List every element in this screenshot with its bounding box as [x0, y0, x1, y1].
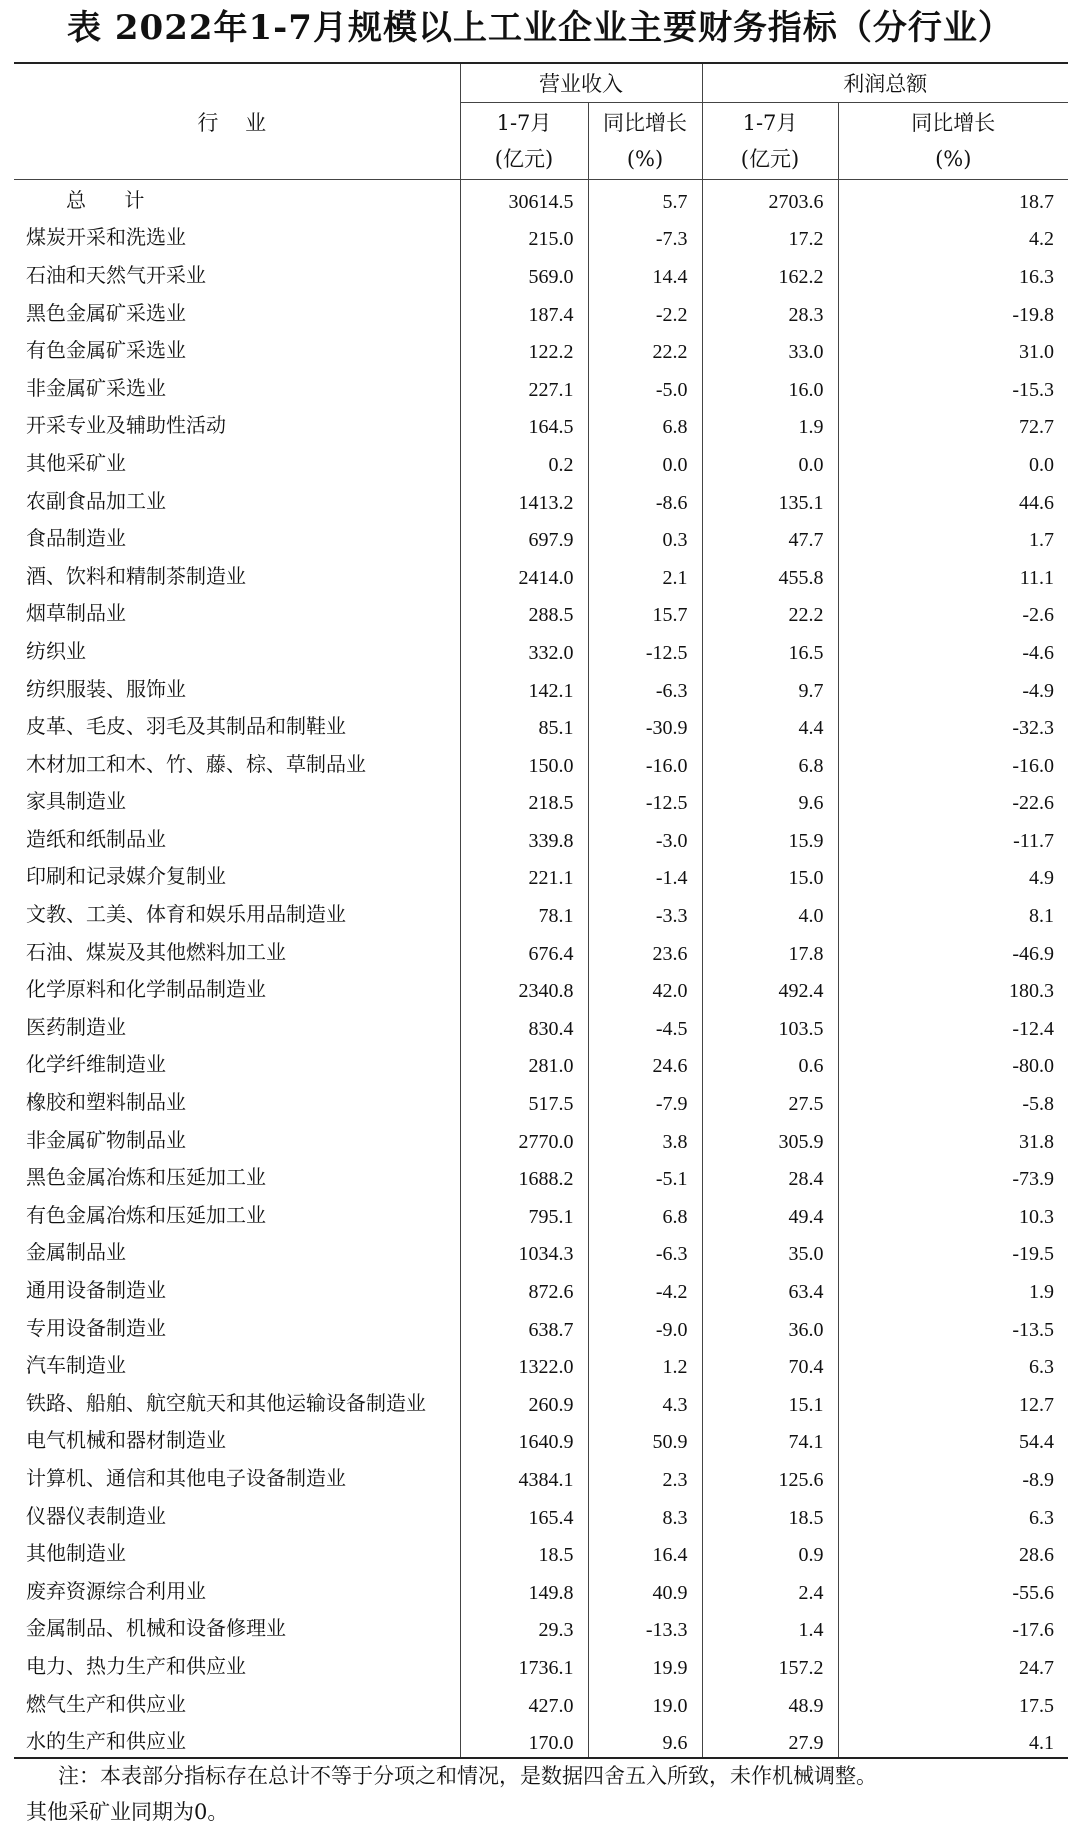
revenue-growth: 19.9 [588, 1646, 702, 1684]
profit-value: 1.4 [702, 1608, 838, 1646]
profit-growth-unit: (%) [935, 147, 972, 171]
revenue-growth: 50.9 [588, 1420, 702, 1458]
revenue-value: 872.6 [460, 1270, 588, 1308]
table-row [14, 706, 1068, 744]
profit-value: 35.0 [702, 1232, 838, 1270]
revenue-growth: -8.6 [588, 480, 702, 518]
table-row [14, 1195, 1068, 1233]
table-row [14, 1570, 1068, 1608]
revenue-value: 1034.3 [460, 1232, 588, 1270]
profit-value: 162.2 [702, 255, 838, 293]
profit-value-label: 1-7月 [742, 111, 798, 135]
industry-name: 电力、热力生产和供应业 [26, 1653, 246, 1678]
profit-value: 492.4 [702, 969, 838, 1007]
revenue-value: 676.4 [460, 931, 588, 969]
profit-growth: 0.0 [838, 443, 1068, 481]
revenue-value-header [460, 103, 588, 180]
profit-growth: 10.3 [838, 1195, 1068, 1233]
revenue-value: 4384.1 [460, 1458, 588, 1496]
revenue-growth: 14.4 [588, 255, 702, 293]
revenue-growth: 19.0 [588, 1683, 702, 1721]
industry-name: 石油和天然气开采业 [26, 262, 206, 287]
industry-name: 印刷和记录媒介复制业 [26, 864, 226, 889]
profit-growth: 31.0 [838, 330, 1068, 368]
revenue-value: 260.9 [460, 1383, 588, 1421]
profit-value: 1.9 [702, 405, 838, 443]
profit-growth: 1.9 [838, 1270, 1068, 1308]
profit-value: 9.7 [702, 668, 838, 706]
profit-value: 0.0 [702, 443, 838, 481]
industry-name: 总 计 [66, 188, 161, 213]
industry-name: 皮革、毛皮、羽毛及其制品和制鞋业 [26, 714, 346, 739]
profit-value: 0.6 [702, 1044, 838, 1082]
profit-growth: 31.8 [838, 1119, 1068, 1157]
revenue-growth: 1.2 [588, 1345, 702, 1383]
table-row [14, 1007, 1068, 1045]
revenue-value: 697.9 [460, 518, 588, 556]
table-row [14, 631, 1068, 669]
industry-name: 其他采矿业 [26, 450, 126, 475]
revenue-growth: 3.8 [588, 1119, 702, 1157]
table-row [14, 330, 1068, 368]
profit-growth: -80.0 [838, 1044, 1068, 1082]
profit-value: 125.6 [702, 1458, 838, 1496]
revenue-growth: -4.5 [588, 1007, 702, 1045]
industry-name: 烟草制品业 [26, 601, 126, 626]
industry-name: 汽车制造业 [26, 1353, 126, 1378]
profit-growth: -73.9 [838, 1157, 1068, 1195]
revenue-value: 170.0 [460, 1721, 588, 1759]
profit-value: 49.4 [702, 1195, 838, 1233]
revenue-growth: -16.0 [588, 743, 702, 781]
revenue-value: 2770.0 [460, 1119, 588, 1157]
revenue-growth: -2.2 [588, 292, 702, 330]
industry-name: 石油、煤炭及其他燃料加工业 [26, 939, 286, 964]
profit-growth: 4.9 [838, 856, 1068, 894]
profit-value: 28.4 [702, 1157, 838, 1195]
table-row [14, 217, 1068, 255]
industry-name: 计算机、通信和其他电子设备制造业 [26, 1465, 346, 1490]
profit-growth: -11.7 [838, 819, 1068, 857]
revenue-value: 795.1 [460, 1195, 588, 1233]
table-row [14, 1232, 1068, 1270]
profit-growth: 44.6 [838, 480, 1068, 518]
footnote-line-2: 其他采矿业同期为0。 [26, 1800, 229, 1824]
profit-value: 9.6 [702, 781, 838, 819]
footnote-line-1: 注：本表部分指标存在总计不等于分项之和情况，是数据四舍五入所致，未作机械调整。 [58, 1764, 877, 1788]
revenue-value: 164.5 [460, 405, 588, 443]
table-row [14, 969, 1068, 1007]
table-row [14, 1458, 1068, 1496]
revenue-value-label: 1-7月 [496, 111, 552, 135]
profit-growth: 1.7 [838, 518, 1068, 556]
revenue-growth-header [588, 103, 702, 180]
table-body [14, 180, 1068, 1759]
table-row [14, 1383, 1068, 1421]
table-row [14, 367, 1068, 405]
profit-value: 16.5 [702, 631, 838, 669]
revenue-value: 638.7 [460, 1307, 588, 1345]
page-title: 表 2022年1-7月规模以上工业企业主要财务指标（分行业） [67, 8, 1013, 48]
industry-name: 非金属矿物制品业 [26, 1127, 186, 1152]
profit-value: 6.8 [702, 743, 838, 781]
table-row [14, 856, 1068, 894]
footnote [26, 1758, 1066, 1830]
profit-value-unit: (亿元) [740, 147, 800, 171]
table-row [14, 1683, 1068, 1721]
revenue-value: 218.5 [460, 781, 588, 819]
revenue-growth: -30.9 [588, 706, 702, 744]
revenue-value: 85.1 [460, 706, 588, 744]
profit-growth: 8.1 [838, 894, 1068, 932]
profit-growth: -22.6 [838, 781, 1068, 819]
table-row [14, 1495, 1068, 1533]
revenue-value: 1736.1 [460, 1646, 588, 1684]
revenue-value: 2414.0 [460, 555, 588, 593]
revenue-growth: 0.0 [588, 443, 702, 481]
revenue-value: 30614.5 [460, 180, 588, 218]
industry-name: 造纸和纸制品业 [26, 826, 166, 851]
profit-value: 4.4 [702, 706, 838, 744]
table-row [14, 292, 1068, 330]
table-row [14, 931, 1068, 969]
profit-growth: -2.6 [838, 593, 1068, 631]
revenue-growth-label: 同比增长 [603, 111, 687, 135]
revenue-growth: -7.3 [588, 217, 702, 255]
profit-value: 36.0 [702, 1307, 838, 1345]
industry-name: 化学纤维制造业 [26, 1052, 166, 1077]
industry-name: 开采专业及辅助性活动 [26, 413, 226, 438]
profit-value: 16.0 [702, 367, 838, 405]
industry-name: 专用设备制造业 [26, 1315, 166, 1340]
revenue-growth: -5.0 [588, 367, 702, 405]
revenue-growth: -12.5 [588, 631, 702, 669]
profit-growth: 11.1 [838, 555, 1068, 593]
profit-growth: 72.7 [838, 405, 1068, 443]
table-row [14, 593, 1068, 631]
revenue-value: 1688.2 [460, 1157, 588, 1195]
revenue-value: 427.0 [460, 1683, 588, 1721]
table-row [14, 1307, 1068, 1345]
revenue-value: 2340.8 [460, 969, 588, 1007]
total-row [14, 180, 1068, 218]
profit-growth: 28.6 [838, 1533, 1068, 1571]
revenue-growth-unit: (%) [626, 147, 664, 171]
industry-name: 家具制造业 [26, 789, 126, 814]
industry-name: 煤炭开采和洗选业 [26, 225, 186, 250]
profit-growth: -12.4 [838, 1007, 1068, 1045]
table-row [14, 1157, 1068, 1195]
industry-name: 木材加工和木、竹、藤、棕、草制品业 [26, 751, 366, 776]
revenue-growth: -7.9 [588, 1082, 702, 1120]
profit-value: 63.4 [702, 1270, 838, 1308]
profit-value: 18.5 [702, 1495, 838, 1533]
revenue-growth: 22.2 [588, 330, 702, 368]
revenue-growth: -13.3 [588, 1608, 702, 1646]
revenue-growth: -6.3 [588, 1232, 702, 1270]
revenue-value: 18.5 [460, 1533, 588, 1571]
table-row [14, 743, 1068, 781]
revenue-value: 187.4 [460, 292, 588, 330]
profit-growth: 54.4 [838, 1420, 1068, 1458]
revenue-growth: 8.3 [588, 1495, 702, 1533]
revenue-value: 281.0 [460, 1044, 588, 1082]
revenue-value: 517.5 [460, 1082, 588, 1120]
profit-value: 15.0 [702, 856, 838, 894]
industry-name: 酒、饮料和精制茶制造业 [26, 563, 246, 588]
revenue-value: 29.3 [460, 1608, 588, 1646]
revenue-value: 165.4 [460, 1495, 588, 1533]
revenue-growth: -4.2 [588, 1270, 702, 1308]
profit-value: 33.0 [702, 330, 838, 368]
industry-name: 黑色金属冶炼和压延加工业 [26, 1165, 266, 1190]
profit-growth: -15.3 [838, 367, 1068, 405]
revenue-growth: 2.1 [588, 555, 702, 593]
table-row [14, 894, 1068, 932]
revenue-group-header: 营业收入 [460, 63, 702, 103]
profit-value: 135.1 [702, 480, 838, 518]
table-row [14, 1082, 1068, 1120]
industry-name: 农副食品加工业 [26, 488, 166, 513]
table-row [14, 819, 1068, 857]
profit-growth: -13.5 [838, 1307, 1068, 1345]
revenue-value: 221.1 [460, 856, 588, 894]
industry-name: 纺织业 [26, 638, 86, 663]
revenue-growth: -1.4 [588, 856, 702, 894]
industry-name: 食品制造业 [26, 526, 126, 551]
profit-growth: -5.8 [838, 1082, 1068, 1120]
industry-name: 金属制品、机械和设备修理业 [26, 1616, 286, 1641]
profit-value-header [702, 103, 838, 180]
profit-growth-header [838, 103, 1068, 180]
revenue-growth: -5.1 [588, 1157, 702, 1195]
profit-value: 15.9 [702, 819, 838, 857]
industry-name: 通用设备制造业 [26, 1278, 166, 1303]
table-row [14, 480, 1068, 518]
revenue-value: 142.1 [460, 668, 588, 706]
profit-value: 27.9 [702, 1721, 838, 1759]
table-row [14, 1420, 1068, 1458]
table-row [14, 1270, 1068, 1308]
profit-value: 28.3 [702, 292, 838, 330]
table-row [14, 443, 1068, 481]
revenue-value: 215.0 [460, 217, 588, 255]
profit-value: 48.9 [702, 1683, 838, 1721]
profit-growth: -55.6 [838, 1570, 1068, 1608]
revenue-growth: 40.9 [588, 1570, 702, 1608]
revenue-value: 288.5 [460, 593, 588, 631]
profit-growth-label: 同比增长 [911, 111, 996, 135]
revenue-growth: -3.0 [588, 819, 702, 857]
revenue-growth: 6.8 [588, 1195, 702, 1233]
profit-growth: -4.9 [838, 668, 1068, 706]
profit-value: 15.1 [702, 1383, 838, 1421]
profit-value: 27.5 [702, 1082, 838, 1120]
industry-name: 医药制造业 [26, 1014, 126, 1039]
revenue-growth: 16.4 [588, 1533, 702, 1571]
industry-name: 非金属矿采选业 [26, 375, 166, 400]
revenue-value: 227.1 [460, 367, 588, 405]
financial-indicators-table [14, 62, 1068, 1759]
industry-name: 有色金属冶炼和压延加工业 [26, 1202, 266, 1227]
industry-name: 废弃资源综合利用业 [26, 1578, 206, 1603]
revenue-growth: -12.5 [588, 781, 702, 819]
profit-growth: 24.7 [838, 1646, 1068, 1684]
profit-growth: 18.7 [838, 180, 1068, 218]
profit-value: 47.7 [702, 518, 838, 556]
revenue-growth: 2.3 [588, 1458, 702, 1496]
revenue-growth: 0.3 [588, 518, 702, 556]
industry-name: 纺织服装、服饰业 [26, 676, 186, 701]
industry-name: 电气机械和器材制造业 [26, 1428, 226, 1453]
profit-growth: -32.3 [838, 706, 1068, 744]
industry-name: 文教、工美、体育和娱乐用品制造业 [26, 902, 346, 927]
profit-value: 17.2 [702, 217, 838, 255]
table-row [14, 668, 1068, 706]
profit-value: 22.2 [702, 593, 838, 631]
industry-name: 水的生产和供应业 [26, 1728, 186, 1753]
table-row [14, 555, 1068, 593]
profit-growth: -8.9 [838, 1458, 1068, 1496]
table-row [14, 1044, 1068, 1082]
revenue-value: 569.0 [460, 255, 588, 293]
table-row [14, 1533, 1068, 1571]
revenue-value: 1640.9 [460, 1420, 588, 1458]
profit-growth: 6.3 [838, 1345, 1068, 1383]
revenue-growth: -6.3 [588, 668, 702, 706]
revenue-growth: 5.7 [588, 180, 702, 218]
table-row [14, 1345, 1068, 1383]
table-row [14, 781, 1068, 819]
revenue-value: 0.2 [460, 443, 588, 481]
profit-value: 455.8 [702, 555, 838, 593]
revenue-value: 1322.0 [460, 1345, 588, 1383]
revenue-growth: 23.6 [588, 931, 702, 969]
profit-value: 2.4 [702, 1570, 838, 1608]
table-row [14, 1721, 1068, 1759]
profit-growth: -16.0 [838, 743, 1068, 781]
revenue-value: 78.1 [460, 894, 588, 932]
table-row [14, 1119, 1068, 1157]
table-row [14, 255, 1068, 293]
profit-group-header: 利润总额 [702, 63, 1068, 103]
profit-growth: -46.9 [838, 931, 1068, 969]
industry-header: 行 业 [197, 110, 277, 135]
revenue-value: 149.8 [460, 1570, 588, 1608]
profit-growth: 4.2 [838, 217, 1068, 255]
revenue-value: 332.0 [460, 631, 588, 669]
profit-growth: 6.3 [838, 1495, 1068, 1533]
revenue-value: 339.8 [460, 819, 588, 857]
table-row [14, 1646, 1068, 1684]
profit-value: 74.1 [702, 1420, 838, 1458]
revenue-value: 1413.2 [460, 480, 588, 518]
profit-value: 2703.6 [702, 180, 838, 218]
revenue-growth: -3.3 [588, 894, 702, 932]
industry-name: 橡胶和塑料制品业 [26, 1090, 186, 1115]
industry-name: 仪器仪表制造业 [26, 1503, 166, 1528]
table-row [14, 405, 1068, 443]
revenue-growth: 9.6 [588, 1721, 702, 1759]
revenue-value: 150.0 [460, 743, 588, 781]
revenue-value: 830.4 [460, 1007, 588, 1045]
revenue-growth: 42.0 [588, 969, 702, 1007]
industry-name: 燃气生产和供应业 [26, 1691, 186, 1716]
profit-growth: -19.5 [838, 1232, 1068, 1270]
revenue-value-unit: (亿元) [494, 147, 554, 171]
revenue-growth: 6.8 [588, 405, 702, 443]
industry-name: 铁路、船舶、航空航天和其他运输设备制造业 [26, 1390, 426, 1415]
revenue-growth: 24.6 [588, 1044, 702, 1082]
industry-name: 化学原料和化学制品制造业 [26, 977, 266, 1002]
profit-value: 4.0 [702, 894, 838, 932]
profit-value: 103.5 [702, 1007, 838, 1045]
profit-value: 17.8 [702, 931, 838, 969]
profit-growth: -4.6 [838, 631, 1068, 669]
profit-growth: 17.5 [838, 1683, 1068, 1721]
profit-growth: -17.6 [838, 1608, 1068, 1646]
profit-value: 305.9 [702, 1119, 838, 1157]
profit-value: 70.4 [702, 1345, 838, 1383]
table-row [14, 1608, 1068, 1646]
industry-name: 其他制造业 [26, 1541, 126, 1566]
profit-growth: 180.3 [838, 969, 1068, 1007]
table-header [14, 63, 1068, 180]
revenue-growth: -9.0 [588, 1307, 702, 1345]
profit-value: 0.9 [702, 1533, 838, 1571]
industry-name: 黑色金属矿采选业 [26, 300, 186, 325]
profit-growth: -19.8 [838, 292, 1068, 330]
table-row [14, 518, 1068, 556]
profit-value: 157.2 [702, 1646, 838, 1684]
profit-growth: 16.3 [838, 255, 1068, 293]
revenue-growth: 4.3 [588, 1383, 702, 1421]
industry-name: 金属制品业 [26, 1240, 126, 1265]
profit-growth: 12.7 [838, 1383, 1068, 1421]
profit-growth: 4.1 [838, 1721, 1068, 1759]
industry-name: 有色金属矿采选业 [26, 338, 186, 363]
revenue-value: 122.2 [460, 330, 588, 368]
revenue-growth: 15.7 [588, 593, 702, 631]
